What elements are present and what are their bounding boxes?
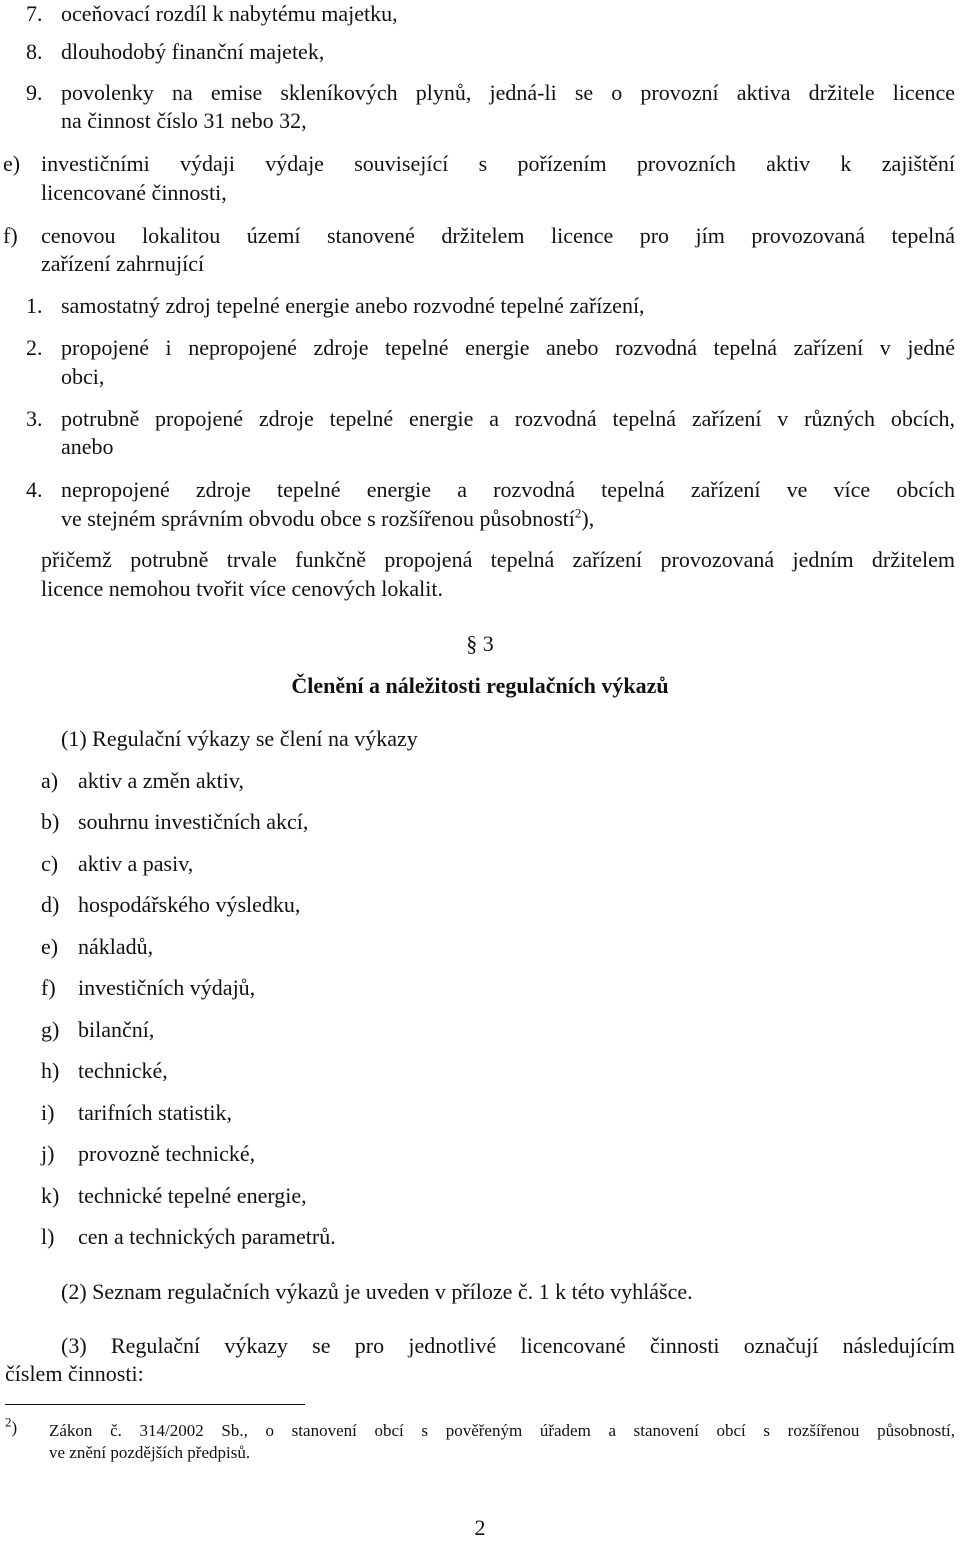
item-label: f) <box>3 223 18 248</box>
report-item: bilanční, <box>78 1017 155 1042</box>
report-label: l) <box>41 1224 55 1249</box>
list-number: 9. <box>26 80 43 105</box>
closing-paragraph: licence nemohou tvořit více cenových lokalit. <box>41 576 443 601</box>
page-number: 2 <box>474 1515 486 1540</box>
report-label: e) <box>41 934 59 959</box>
report-item: cen a technických parametrů. <box>78 1224 336 1249</box>
list-item-text: obci, <box>61 364 105 389</box>
report-item: technické, <box>78 1058 168 1083</box>
report-label: c) <box>41 851 59 876</box>
item-text: licencované činnosti, <box>41 180 227 205</box>
report-item: aktiv a pasiv, <box>78 851 194 876</box>
report-label: a) <box>41 768 59 793</box>
list-item-text: anebo <box>61 434 114 459</box>
list-number: 8. <box>26 39 43 64</box>
report-item: provozně technické, <box>78 1141 256 1166</box>
paragraph-3: (3) Regulační výkazy se pro jednotlivé licencované činnosti označují následujícím <box>61 1333 955 1358</box>
report-item: hospodářského výsledku, <box>78 892 301 917</box>
list-item-text-part: ve stejném správním obvodu obce s rozšířenou působností <box>61 506 575 531</box>
section-title: Členění a náležitosti regulačních výkazů <box>291 673 669 698</box>
footnote-divider <box>5 1404 305 1405</box>
report-label: g) <box>41 1017 60 1042</box>
list-item-text: povolenky na emise skleníkových plynů, jedná-li se o provozní aktiva držitele licence <box>61 80 955 105</box>
report-item: tarifních statistik, <box>78 1100 232 1125</box>
list-item-text: dlouhodobý finanční majetek, <box>61 39 325 64</box>
list-item-text: na činnost číslo 31 nebo 32, <box>61 108 307 133</box>
list-number: 4. <box>26 477 43 502</box>
list-item-text: oceňovací rozdíl k nabytému majetku, <box>61 1 398 26</box>
footnote-text: ve znění pozdějších předpisů. <box>49 1443 251 1462</box>
footnote-mark-paren: ) <box>11 1418 18 1437</box>
paragraph-3: číslem činnosti: <box>5 1361 144 1386</box>
report-label: j) <box>41 1141 55 1166</box>
report-item: nákladů, <box>78 934 154 959</box>
closing-paragraph: přičemž potrubně trvale funkčně propojená tepelná zařízení provozovaná jedním držitelem <box>41 547 955 572</box>
item-text: zařízení zahrnující <box>41 251 205 276</box>
list-item-text: potrubně propojené zdroje tepelné energie a rozvodná tepelná zařízení v různých obcích, <box>61 406 955 431</box>
footnote-mark <box>5 1414 18 1439</box>
footnote-reference: 2 <box>574 505 582 521</box>
list-number: 2. <box>26 335 43 360</box>
list-item-text-part: ), <box>581 506 595 531</box>
report-label: h) <box>41 1058 60 1083</box>
report-item: investičních výdajů, <box>78 975 256 1000</box>
report-item: technické tepelné energie, <box>78 1183 307 1208</box>
item-text: cenovou lokalitou území stanovené držitelem licence pro jím provozovaná tepelná <box>41 223 955 248</box>
report-label: i) <box>41 1100 55 1125</box>
list-item-text: samostatný zdroj tepelné energie anebo rozvodné tepelné zařízení, <box>61 293 645 318</box>
footnote-text: Zákon č. 314/2002 Sb., o stanovení obcí s pověřeným úřadem a stanovení obcí s rozšířenou působností, <box>49 1421 955 1440</box>
list-number: 1. <box>26 293 43 318</box>
item-text: investičními výdaji výdaje související s pořízením provozních aktiv k zajištění <box>41 151 955 176</box>
report-item: souhrnu investičních akcí, <box>78 809 309 834</box>
paragraph-2: (2) Seznam regulačních výkazů je uveden v příloze č. 1 k této vyhlášce. <box>61 1279 693 1304</box>
report-label: b) <box>41 809 60 834</box>
paragraph-1: (1) Regulační výkazy se člení na výkazy <box>61 726 418 751</box>
item-label: e) <box>3 151 21 176</box>
list-number: 7. <box>26 1 43 26</box>
list-item-text <box>61 506 594 532</box>
section-number: § 3 <box>466 631 494 656</box>
report-label: k) <box>41 1183 60 1208</box>
list-item-text: nepropojené zdroje tepelné energie a rozvodná tepelná zařízení ve více obcích <box>61 477 955 502</box>
list-item-text: propojené i nepropojené zdroje tepelné energie anebo rozvodná tepelná zařízení v jedné <box>61 335 955 360</box>
report-label: f) <box>41 975 56 1000</box>
list-number: 3. <box>26 406 43 431</box>
report-item: aktiv a změn aktiv, <box>78 768 244 793</box>
footnote-mark-number: 2 <box>5 1414 12 1430</box>
report-label: d) <box>41 892 60 917</box>
